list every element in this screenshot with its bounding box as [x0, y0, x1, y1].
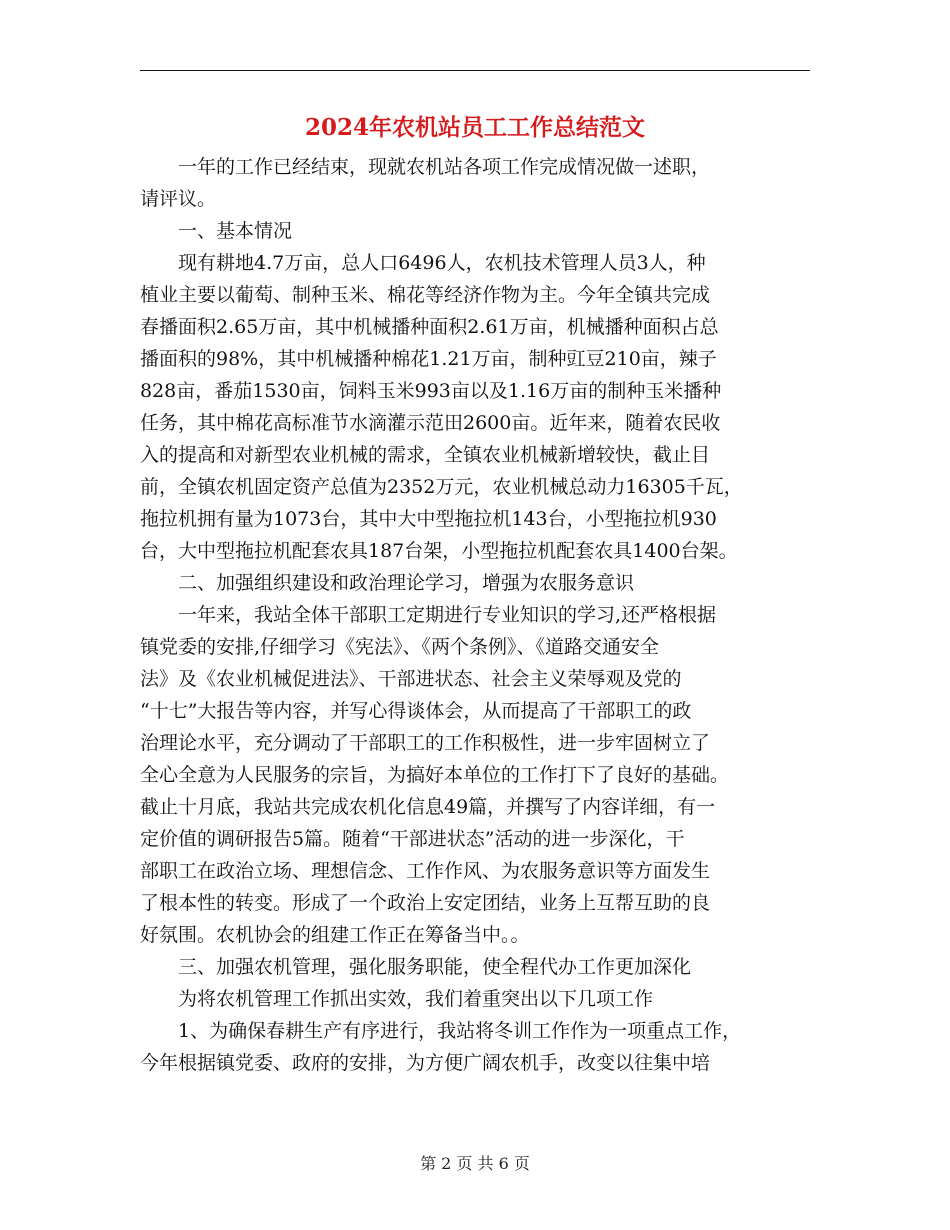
body-line: 定价值的调研报告5篇。随着“干部进状态”活动的进一步深化，干 — [140, 828, 685, 850]
body-line: 法》及《农业机械促进法》、干部进状态、社会主义荣辱观及党的 — [140, 668, 682, 690]
body-line: 好氛围。农机协会的组建工作正在筹备当中。。 — [140, 924, 530, 946]
page-number: 第 2 页 共 6 页 — [420, 1154, 530, 1173]
body-line: “十七”大报告等内容，并写心得谈体会，从而提高了干部职工的政 — [140, 700, 692, 722]
document-title: 2024年农机站员工工作总结范文 — [304, 114, 645, 141]
body-line: 一年来，我站全体干部职工定期进行专业知识的学习,还严格根据 — [140, 604, 717, 626]
body-line: 镇党委的安排,仔细学习《宪法》、《两个条例》、《道路交通安全 — [140, 636, 660, 658]
body-line: 台，大中型拖拉机配套农具187台架，小型拖拉机配套农具1400台架。 — [140, 540, 738, 562]
body-line: 1、为确保春耕生产有序进行，我站将冬训工作作为一项重点工作， — [140, 1020, 742, 1042]
section-heading: 二、加强组织建设和政治理论学习，增强为农服务意识 — [140, 572, 635, 594]
body-line: 请评议。 — [140, 188, 217, 210]
body-line: 播面积的98%，其中机械播种棉花1.21万亩，制种豇豆210亩，辣子 — [140, 348, 717, 370]
body-line: 拖拉机拥有量为1073台，其中大中型拖拉机143台，小型拖拉机930 — [140, 508, 717, 530]
body-line: 为将农机管理工作抓出实效，我们着重突出以下几项工作 — [140, 988, 654, 1010]
body-line: 任务，其中棉花高标准节水滴灌示范田2600亩。近年来，随着农民收 — [140, 412, 721, 434]
body-line: 了根本性的转变。形成了一个政治上安定团结，业务上互帮互助的良 — [140, 892, 711, 914]
body-line: 春播面积2.65万亩，其中机械播种面积2.61万亩，机械播种面积占总 — [140, 316, 719, 338]
body-line: 前，全镇农机固定资产总值为2352万元，农业机械总动力16305千瓦， — [140, 476, 743, 498]
body-line: 植业主要以葡萄、制种玉米、棉花等经济作物为主。今年全镇共完成 — [140, 284, 711, 306]
section-heading: 三、加强农机管理，强化服务职能，使全程代办工作更加深化 — [140, 956, 692, 978]
section-heading: 一、基本情况 — [140, 220, 293, 242]
body-line: 今年根据镇党委、政府的安排，为方便广阔农机手，改变以往集中培 — [140, 1052, 711, 1074]
body-line: 全心全意为人民服务的宗旨，为搞好本单位的工作打下了良好的基础。 — [140, 764, 730, 786]
body-line: 截止十月底，我站共完成农机化信息49篇，并撰写了内容详细，有一 — [140, 796, 716, 818]
body-line: 现有耕地4.7万亩，总人口6496人，农机技术管理人员3人，种 — [140, 252, 706, 274]
body-line: 部职工在政治立场、理想信念、工作作风、为农服务意识等方面发生 — [140, 860, 711, 882]
body-line: 治理论水平，充分调动了干部职工的工作积极性，进一步牢固树立了 — [140, 732, 711, 754]
body-line: 一年的工作已经结束，现就农机站各项工作完成情况做一述职， — [140, 156, 711, 178]
body-line: 828亩，番茄1530亩，饲料玉米993亩以及1.16万亩的制种玉米播种 — [140, 380, 722, 402]
body-line: 入的提高和对新型农业机械的需求，全镇农业机械新增较快，截止目 — [140, 444, 711, 466]
header-rule — [140, 70, 810, 71]
